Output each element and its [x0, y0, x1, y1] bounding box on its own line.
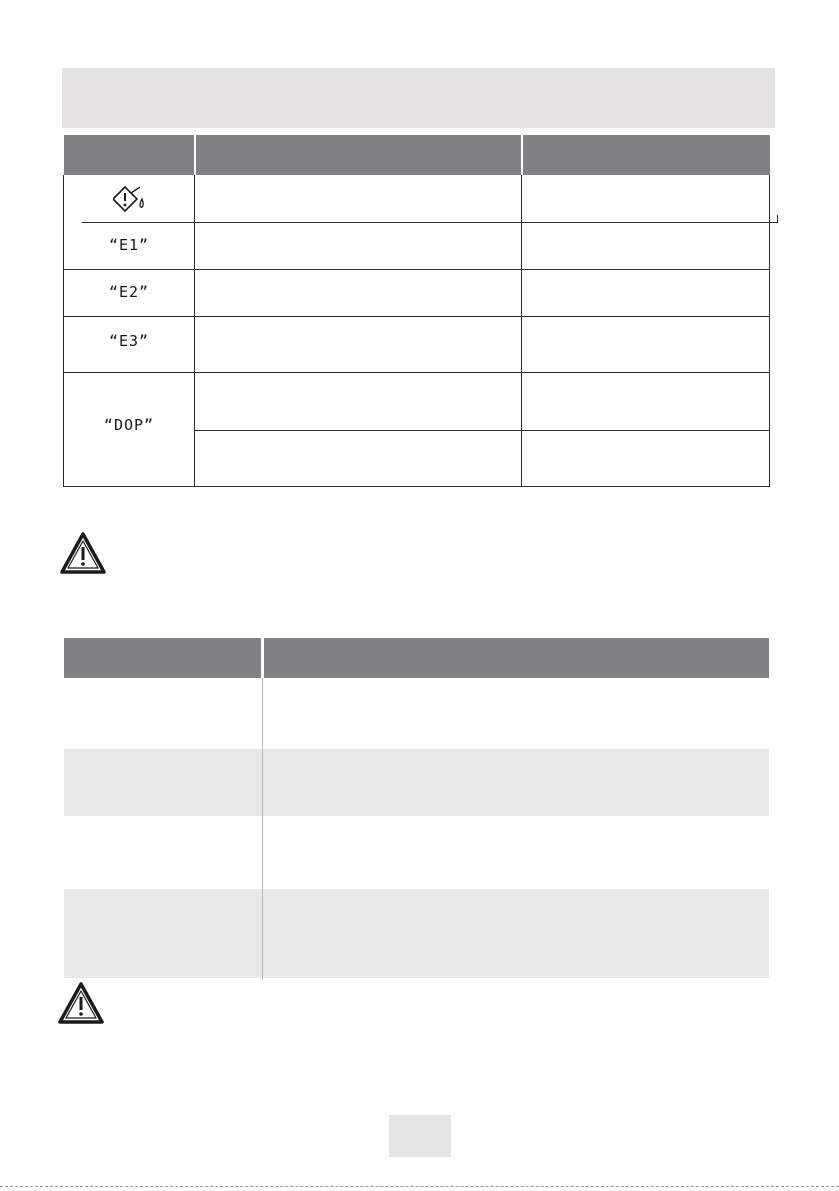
error-code-e2: “E2”: [108, 283, 150, 301]
warning-triangle-icon: [58, 530, 108, 576]
table2-column-divider: [262, 678, 263, 980]
table-header-cell-cause: [196, 135, 521, 175]
table2-row-shaded: [64, 749, 769, 816]
page-number-box: [389, 1115, 451, 1157]
error-code-dop: “DOP”: [103, 416, 155, 434]
row-divider: [63, 269, 770, 270]
table-header-cell-solution: [523, 135, 770, 175]
error-code-e3: “E3”: [108, 332, 150, 350]
row-divider: [194, 430, 770, 431]
row-divider-tick: [777, 215, 778, 223]
crop-line: [0, 1186, 839, 1187]
row-divider: [63, 372, 770, 373]
section-title-band: [62, 68, 775, 128]
warning-triangle-icon: [56, 980, 106, 1026]
row-divider: [63, 316, 770, 317]
error-code-e1: “E1”: [108, 236, 150, 254]
oil-can-warning-icon: [113, 185, 149, 215]
table2-header-left: [64, 638, 261, 678]
table-header-cell-code: [64, 135, 194, 175]
table-border-left: [63, 175, 64, 487]
table2-header-right: [264, 638, 769, 678]
table-border-bottom: [63, 486, 770, 487]
row-divider: [82, 222, 777, 223]
table2-row-shaded: [64, 889, 769, 978]
